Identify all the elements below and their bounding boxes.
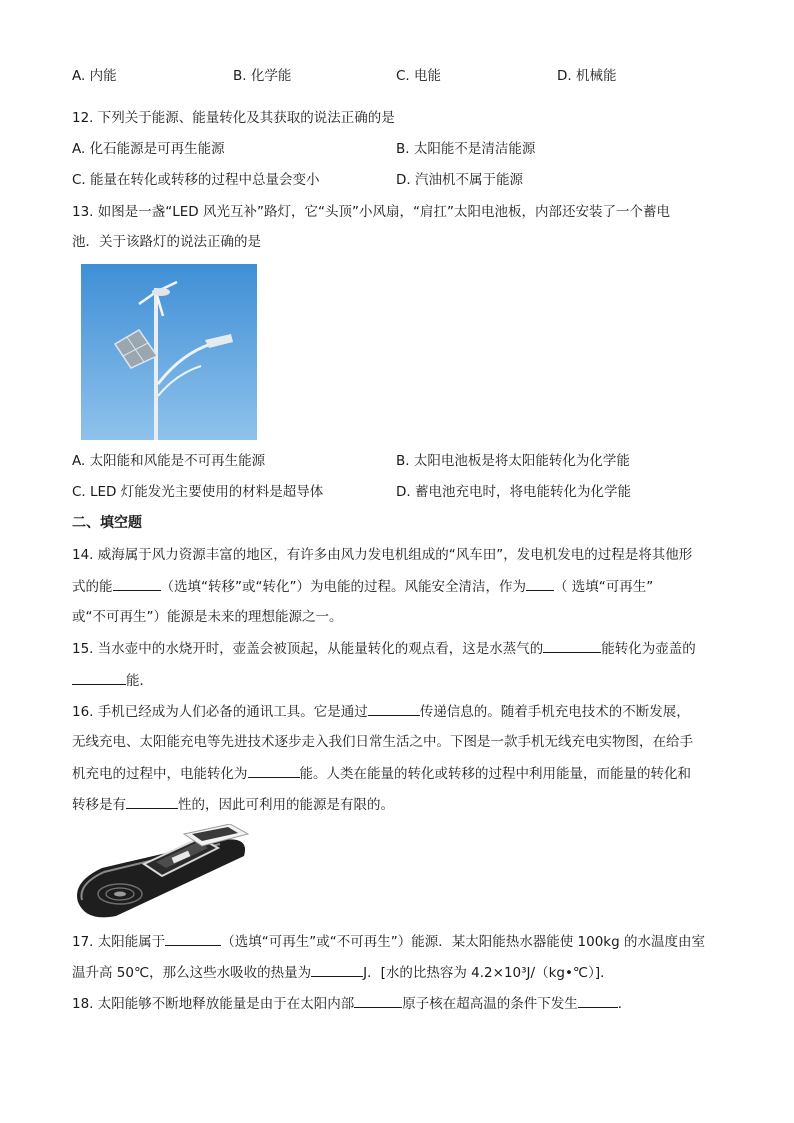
q15-line1: [72, 638, 696, 659]
q11-option-d: D. 机械能: [557, 68, 617, 84]
q17-text-b: （选填“可再生”或“不可再生”）能源．某太阳能热水器能使 100kg 的水温度由室: [221, 934, 705, 950]
q16-blank-1[interactable]: [368, 701, 420, 716]
q16-line4: [72, 794, 394, 815]
q14-line1: 14. 威海属于风力资源丰富的地区，有许多由风力发电机组成的“风车田”，发电机发电的过程是将其他形: [72, 547, 693, 563]
q17-text-d: J．[水的比热容为 4.2×10³J/（kg•℃）]．: [363, 965, 614, 981]
q16-line2: 无线充电、太阳能充电等先进技术逐步走入我们日常生活之中。下图是一款手机无线充电实物图，在给手: [72, 734, 693, 750]
section-title-fill-blank: 二、填空题: [72, 515, 142, 531]
q14-text-b: （选填“转移”或“转化”）为电能的过程。风能安全清洁，作为: [160, 579, 526, 595]
q16-blank-3[interactable]: [126, 794, 178, 809]
q12-option-a: A. 化石能源是可再生能源: [72, 141, 225, 157]
q15-blank-1[interactable]: [543, 638, 601, 653]
q15-text-a: 15. 当水壶中的水烧开时，壶盖会被顶起，从能量转化的观点看，这是水蒸气的: [72, 641, 544, 657]
q11-option-c: C. 电能: [396, 68, 442, 84]
q15-line2: [72, 670, 153, 691]
q14-text-a: 式的能: [72, 579, 113, 595]
q16-text-a: 16. 手机已经成为人们必备的通讯工具。它是通过: [72, 704, 368, 720]
q17-line2: [72, 962, 614, 983]
q12-stem: 12. 下列关于能源、能量转化及其获取的说法正确的是: [72, 110, 395, 126]
q12-option-d: D. 汽油机不属于能源: [396, 172, 523, 188]
street-lamp-photo: [81, 264, 257, 440]
q16-text-f: 性的，因此可利用的能源是有限的。: [178, 797, 394, 813]
q16-text-b: 传递信息的。随着手机充电技术的不断发展，: [419, 704, 690, 720]
q17-blank-2[interactable]: [311, 962, 363, 977]
q13-option-a: A. 太阳能和风能是不可再生能源: [72, 453, 266, 469]
q16-text-c: 机充电的过程中，电能转化为: [72, 766, 248, 782]
q18-blank-1[interactable]: [354, 993, 402, 1008]
q12-option-b: B. 太阳能不是清洁能源: [396, 141, 536, 157]
q14-line2: [72, 576, 653, 597]
q13-stem-line2: 池．关于该路灯的说法正确的是: [72, 234, 261, 250]
q15-text-b: 能转化为壶盖的: [601, 641, 696, 657]
q13-stem-line1: 13. 如图是一盏“LED 风光互补”路灯，它“头顶”小风扇，“肩扛”太阳电池板，内部还安装了一个蓄电: [72, 204, 670, 220]
q18-text-a: 18. 太阳能够不断地释放能量是由于在太阳内部: [72, 996, 355, 1012]
wireless-charger-photo: [72, 824, 252, 920]
q18-blank-2[interactable]: [578, 993, 618, 1008]
q18-text-b: 原子核在超高温的条件下发生: [402, 996, 578, 1012]
q13-option-d: D. 蓄电池充电时，将电能转化为化学能: [396, 484, 631, 500]
q16-text-e: 转移是有: [72, 797, 126, 813]
q14-blank-2[interactable]: [526, 576, 554, 591]
q13-option-c: C. LED 灯能发光主要使用的材料是超导体: [72, 484, 324, 500]
q18-line1: [72, 993, 631, 1014]
q16-line3: [72, 763, 691, 784]
q17-blank-1[interactable]: [165, 931, 221, 946]
q12-option-c: C. 能量在转化或转移的过程中总量会变小: [72, 172, 320, 188]
q15-text-c: 能．: [126, 673, 153, 689]
q15-blank-2[interactable]: [72, 670, 126, 685]
q14-line3: 或“不可再生”）能源是未来的理想能源之一。: [72, 609, 343, 625]
q14-text-c: （ 选填“可再生”: [553, 579, 654, 595]
q18-text-c: ．: [617, 996, 632, 1012]
q13-option-b: B. 太阳电池板是将太阳能转化为化学能: [396, 453, 630, 469]
q11-option-b: B. 化学能: [233, 68, 292, 84]
q16-blank-2[interactable]: [248, 763, 300, 778]
q17-text-a: 17. 太阳能属于: [72, 934, 166, 950]
q17-line1: [72, 931, 705, 952]
q16-text-d: 能。人类在能量的转化或转移的过程中利用能量，而能量的转化和: [299, 766, 691, 782]
q16-line1: [72, 701, 690, 722]
q11-option-a: A. 内能: [72, 68, 117, 84]
q17-text-c: 温升高 50℃，那么这些水吸收的热量为: [72, 965, 312, 981]
q14-blank-1[interactable]: [113, 576, 161, 591]
